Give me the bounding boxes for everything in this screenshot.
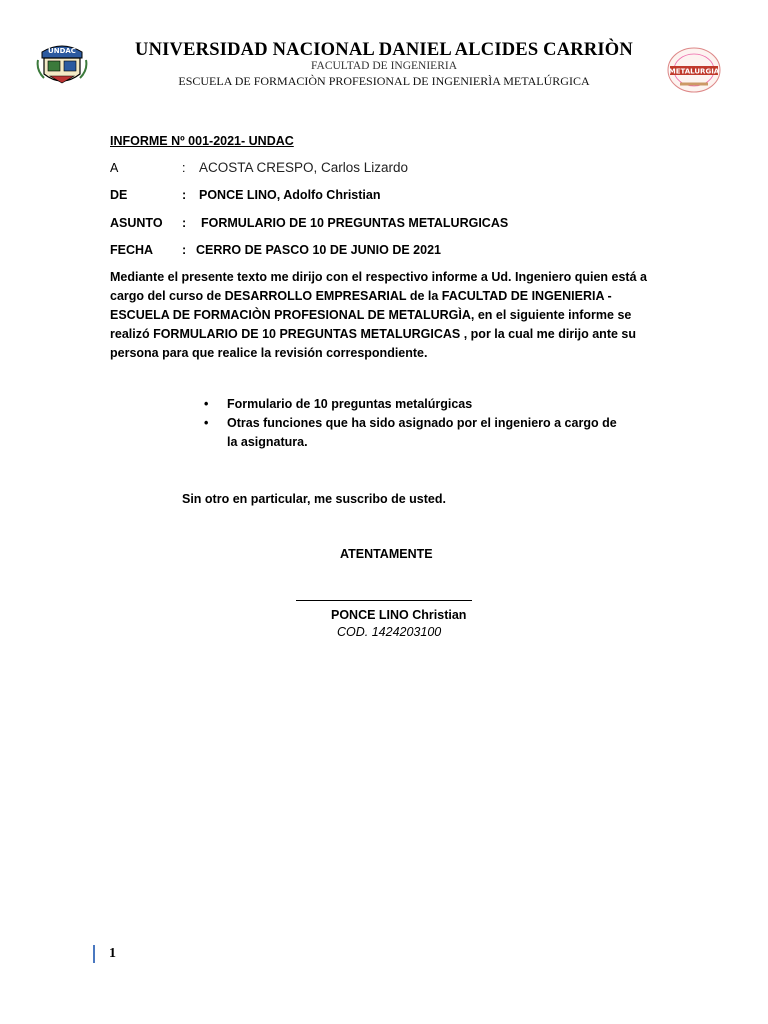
list-item-text: Formulario de 10 preguntas metalúrgicas	[227, 397, 473, 411]
field-value-date: CERRO DE PASCO 10 DE JUNIO DE 2021	[196, 243, 441, 257]
logo-right-text: METALURGIA	[668, 67, 720, 76]
signature-code: COD. 1424203100	[337, 625, 442, 639]
field-label-to: A	[110, 161, 119, 175]
field-value-to: ACOSTA CRESPO, Carlos Lizardo	[199, 160, 409, 175]
field-colon: :	[182, 161, 186, 175]
field-colon: :	[182, 188, 187, 202]
faculty-name: FACULTAD DE INGENIERIA	[310, 60, 457, 72]
university-title: UNIVERSIDAD NACIONAL DANIEL ALCIDES CARRIÒN	[135, 40, 633, 60]
bullet-icon: •	[204, 397, 209, 411]
field-label-subject: ASUNTO	[110, 216, 163, 230]
field-label-date: FECHA	[110, 243, 154, 257]
field-colon: :	[182, 216, 187, 230]
logo-left-text: UNDAC	[48, 47, 76, 55]
list-item	[204, 414, 624, 452]
body-paragraph: Mediante el presente texto me dirijo con el respectivo informe a Ud. Ingeniero quien está a cargo del curso de DESARROLLO EMPRESARIAL de la FACULTAD DE INGENIERIA - ESCUELA DE FORMACIÒN PROFESIONAL DE METALURGÌA, en el siguiente informe se realizó FORMULARIO DE 10 PREGUNTAS METALURGICAS , por la cual me dirijo ante su persona para que realice la revisión correspondiente.	[110, 270, 647, 360]
page-number: 1	[109, 946, 116, 961]
closing-sentence: Sin otro en particular, me suscribo de usted.	[182, 492, 446, 506]
field-colon: :	[182, 243, 187, 257]
regards: ATENTAMENTE	[340, 547, 433, 561]
bullet-list	[204, 395, 624, 452]
signature-name: PONCE LINO Christian	[331, 608, 467, 622]
field-value-from: PONCE LINO, Adolfo Christian	[199, 188, 381, 202]
bullet-icon: •	[204, 416, 209, 430]
report-number: INFORME Nº 001-2021- UNDAC	[110, 134, 294, 148]
list-item	[204, 395, 624, 414]
signature-line	[296, 600, 472, 601]
field-value-subject: FORMULARIO DE 10 PREGUNTAS METALURGICAS	[201, 216, 509, 230]
field-label-from: DE	[110, 188, 128, 202]
page-number-bar	[93, 945, 95, 963]
school-name: ESCUELA DE FORMACIÒN PROFESIONAL DE INGENIERÌA METALÚRGICA	[178, 74, 590, 88]
list-item-text: Otras funciones que ha sido asignado por el ingeniero a cargo de la asignatura.	[227, 416, 617, 449]
